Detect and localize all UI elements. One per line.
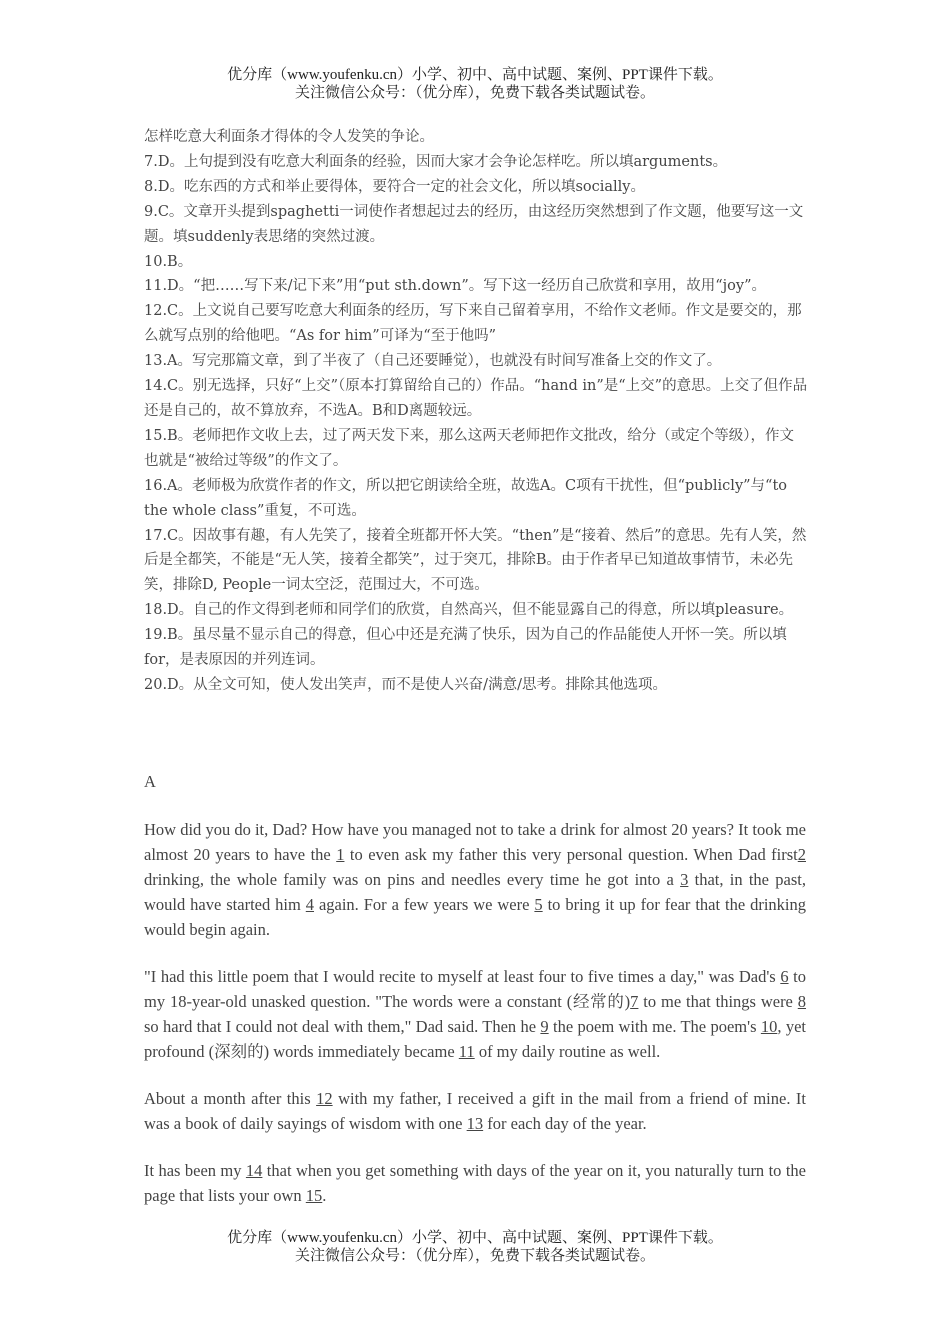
- explanation-12: 12.C。上文说自己要写吃意大利面条的经历，写下来自己留着享用，不给作文老师。作文是要交的，那么就写点别的给他吧。“As for him”可译为“至于他吗”: [144, 303, 802, 345]
- passage-text: It has been my: [144, 1161, 246, 1180]
- blank-12: 12: [316, 1089, 333, 1108]
- passage-text: again. For a few years we were: [314, 895, 535, 914]
- blank-4: 4: [305, 895, 315, 914]
- explanation-13: 13.A。写完那篇文章，到了半夜了（自己还要睡觉），也就没有时间写准备上交的作文了。: [144, 353, 722, 370]
- explanation-11: 11.D。“把……写下来/记下来”用“put sth.down”。写下这一经历自己欣赏和享用，故用“joy”。: [144, 278, 766, 295]
- answer-explanations: [144, 125, 808, 698]
- passage-text: that, in the past, would have started him: [144, 870, 806, 914]
- passage-text: How did you do it, Dad? How have you managed not to take a drink for almost 20 years? It took me almost 20 years to have the: [144, 820, 806, 864]
- passage-text: .: [322, 1186, 327, 1205]
- passage-text: that when you get something with days of the year on it, you naturally turn to the page that lists your own: [144, 1161, 806, 1205]
- blank-13: 13: [466, 1114, 484, 1133]
- explanation-9: 9.C。文章开头提到spaghetti一词使作者想起过去的经历，由这经历突然想到了作文题，他要写这一文题。填suddenly表思绪的突然过渡。: [144, 203, 804, 245]
- footer-line-2: 关注微信公众号：（优分库），免费下载各类试题试卷。: [294, 1248, 655, 1264]
- explanation-10: 10.B。: [144, 253, 193, 270]
- explanation-14: 14.C。别无选择，只好“上交”（原本打算留给自己的）作品。“hand in”是“上交”的意思。上交了但作品还是自己的，故不算放弃，不选A。B和D离题较远。: [144, 378, 808, 419]
- explanation-continued: 怎样吃意大利面条才得体的令人发笑的争论。: [144, 129, 434, 145]
- page-header: [0, 66, 950, 102]
- footer-line-1: 优分库（www.youfenku.cn）小学、初中、高中试题、案例、PPT课件下载。: [227, 1230, 723, 1246]
- cloze-passage: [144, 817, 806, 1230]
- explanation-8: 8.D。吃东西的方式和举止要得体，要符合一定的社会文化，所以填socially。: [144, 178, 645, 195]
- passage-text: to bring it up for fear that the drinking would begin again.: [144, 895, 807, 939]
- blank-10: 10: [760, 1017, 778, 1036]
- section-label: A: [144, 772, 156, 791]
- explanation-20: 20.D。从全文可知，使人发出笑声，而不是使人兴奋/满意/思考。排除其他选项。: [144, 676, 667, 693]
- explanation-17: 17.C。因故事有趣，有人先笑了，接着全班都开怀大笑。“then”是“接着、然后”的意思。先有人笑，然后是全都笑，不能是“无人笑，接着全都笑”，过于突兀，排除B。由于作者早已知道故事情节，未必先笑，排除D, People一词太空泛，范围过大，不可选。: [144, 527, 807, 594]
- explanation-15: 15.B。老师把作文收上去，过了两天发下来，那么这两天老师把作文批改，给分（或定个等级），作文也就是“被给过等级”的作文了。: [144, 427, 794, 469]
- header-line-1: 优分库（www.youfenku.cn）小学、初中、高中试题、案例、PPT课件下载。: [227, 67, 723, 83]
- header-line-2: 关注微信公众号：（优分库），免费下载各类试题试卷。: [294, 85, 655, 101]
- passage-paragraph: [144, 817, 806, 942]
- explanation-19: 19.B。虽尽量不显示自己的得意，但心中还是充满了快乐，因为自己的作品能使人开怀一笑。所以填for，是表原因的并列连词。: [144, 627, 787, 669]
- passage-text: , yet profound (深刻的) words immediately became: [144, 1017, 806, 1061]
- passage-text: the poem with me. The poem's: [548, 1017, 761, 1036]
- passage-text: to me that things were: [638, 992, 798, 1011]
- passage-text: of my daily routine as well.: [474, 1042, 661, 1061]
- blank-14: 14: [245, 1161, 263, 1180]
- passage-paragraph: [144, 964, 806, 1064]
- passage-text: drinking, the whole family was on pins and needles every time he got into a: [144, 870, 681, 889]
- blank-8: 8: [797, 992, 806, 1011]
- passage-text: to my 18-year-old unasked question. "The words were a constant (经常的): [144, 967, 806, 1011]
- explanation-18: 18.D。自己的作文得到老师和同学们的欣赏，自然高兴，但不能显露自己的得意，所以填pleasure。: [144, 602, 794, 619]
- blank-1: 1: [336, 845, 345, 864]
- blank-9: 9: [540, 1017, 549, 1036]
- passage-paragraph: [144, 1086, 806, 1136]
- passage-text: for each day of the year.: [483, 1114, 647, 1133]
- passage-text: "I had this little poem that I would recite to myself at least four to five times a day," was Dad's: [144, 967, 781, 986]
- passage-paragraph: [144, 1158, 806, 1208]
- blank-7: 7: [630, 992, 639, 1011]
- blank-5: 5: [534, 895, 543, 914]
- explanation-7: 7.D。上句提到没有吃意大利面条的经验，因而大家才会争论怎样吃。所以填arguments。: [144, 153, 728, 170]
- passage-text: About a month after this: [144, 1089, 317, 1108]
- blank-6: 6: [780, 967, 789, 986]
- blank-2: 2: [797, 845, 806, 864]
- blank-3: 3: [680, 870, 689, 889]
- blank-11: 11: [458, 1042, 475, 1061]
- passage-text: so hard that I could not deal with them," Dad said. Then he: [144, 1017, 541, 1036]
- blank-15: 15: [305, 1186, 323, 1205]
- explanation-16: 16.A。老师极为欣赏作者的作文，所以把它朗读给全班，故选A。C项有干扰性，但“publicly”与“to the whole class”重复，不可选。: [144, 477, 788, 519]
- page-footer: [0, 1229, 950, 1265]
- passage-text: to even ask my father this very personal question. When Dad first: [344, 845, 798, 864]
- passage-text: with my father, I received a gift in the mail from a friend of mine. It was a book of daily sayings of wisdom with one: [144, 1089, 806, 1133]
